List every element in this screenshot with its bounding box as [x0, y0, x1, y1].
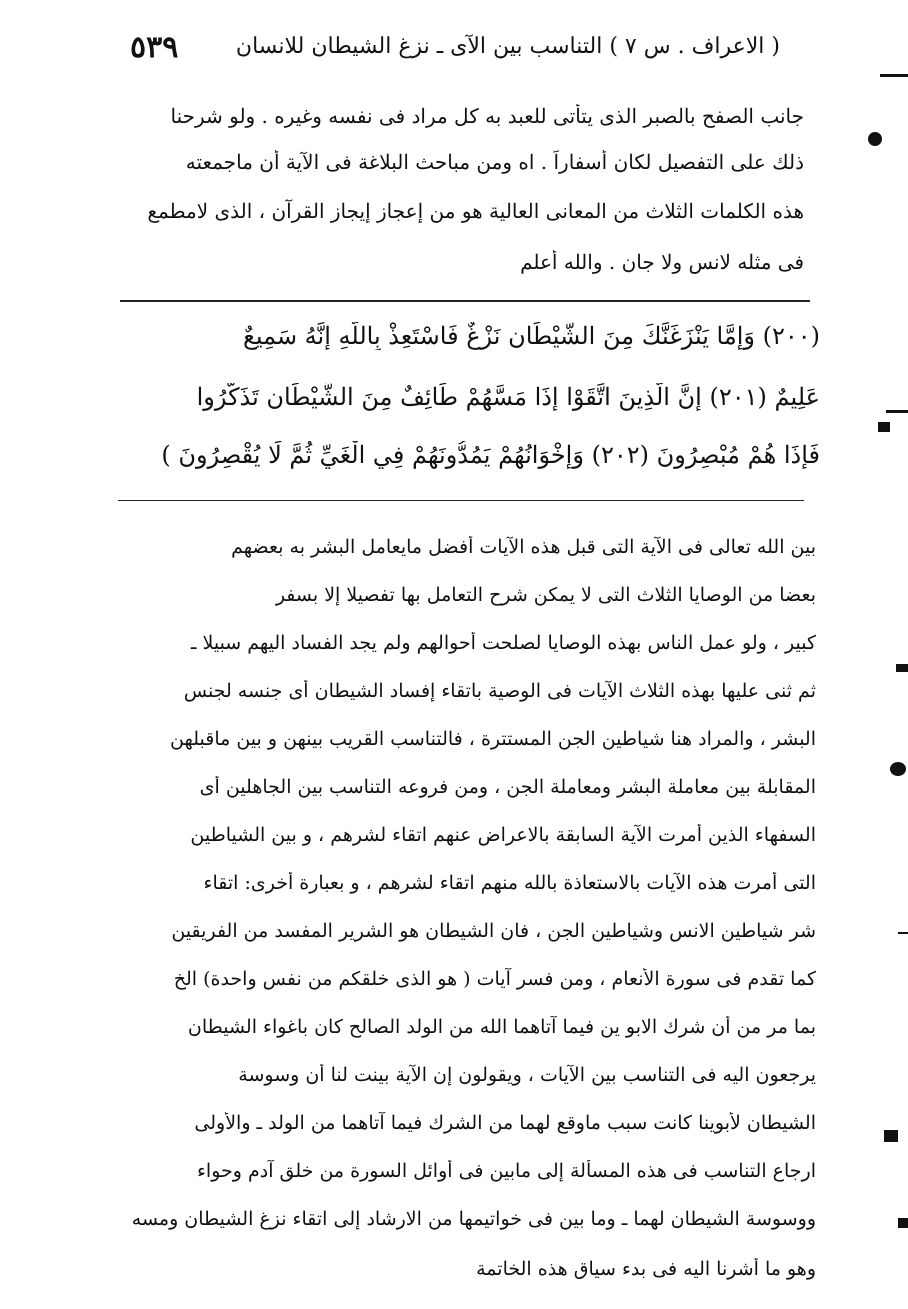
scan-mark	[868, 132, 882, 146]
verse-line: فَإِذَا هُمْ مُبْصِرُونَ (٢٠٢) وَإِخْوَانُهُمْ يَمُدُّونَهُمْ فِي الْغَيِّ ثُمَّ لَا يُقْصِرُونَ )	[161, 441, 820, 469]
scan-mark	[886, 410, 908, 413]
text-line: ثم ثنى عليها بهذه الثلاث الآيات فى الوصية باتقاء إفساد الشيطان أى جنسه لجنس	[183, 680, 816, 702]
text-line: البشر ، والمراد هنا شياطين الجن المستترة ، فالتناسب القريب بينهن و بين ماقبلهن	[170, 728, 816, 750]
text-line: ذلك على التفصيل لكان أسفاراً . اه ومن مباحث البلاغة فى الآية أن ماجمعته	[185, 150, 804, 174]
divider-bottom	[118, 500, 804, 501]
scan-mark	[896, 664, 908, 672]
text-line: كبير ، ولو عمل الناس بهذه الوصايا لصلحت أحوالهم ولم يجد الفساد اليهم سبيلا ـ	[190, 632, 816, 654]
text-line: بين الله تعالى فى الآية التى قبل هذه الآيات أفضل مايعامل البشر به بعضهم	[231, 536, 816, 558]
text-line: فى مثله لانس ولا جان . والله أعلم	[520, 250, 804, 274]
text-line: شر شياطين الانس وشياطين الجن ، فان الشيطان هو الشرير المفسد من الفريقين	[171, 920, 816, 942]
scan-mark	[898, 932, 908, 934]
text-line: يرجعون اليه فى التناسب بين الآيات ، ويقولون إن الآية بينت لنا أن وسوسة	[238, 1064, 816, 1086]
text-line: وهو ما أشرنا اليه فى بدء سياق هذه الخاتمة	[476, 1258, 816, 1280]
text-line: جانب الصفح بالصبر الذى يتأتى للعبد به كل مراد فى نفسه وغيره . ولو شرحنا	[170, 104, 804, 128]
running-title: ( الاعراف . س ٧ ) التناسب بين الآى ـ نزغ الشيطان للانسان	[235, 34, 780, 59]
verse-line: عَلِيمٌ (٢٠١) إِنَّ الَّذِينَ اتَّقَوْا إِذَا مَسَّهُمْ طَائِفٌ مِنَ الشَّيْطَانِ تَذَكَّرُوا	[196, 383, 820, 411]
scan-mark	[890, 762, 906, 776]
text-line: ووسوسة الشيطان لهما ـ وما بين فى خواتيمها من الارشاد إلى اتقاء نزغ الشيطان ومسه	[131, 1208, 816, 1230]
text-line: الشيطان لأبوينا كانت سبب ماوقع لهما من الشرك فيما آتاهما من الولد ـ والأولى	[194, 1112, 816, 1134]
scan-mark	[880, 74, 908, 77]
text-line: كما تقدم فى سورة الأنعام ، ومن فسر آيات ( هو الذى خلقكم من نفس واحدة) الخ	[173, 968, 816, 990]
text-line: بعضا من الوصايا الثلاث التى لا يمكن شرح التعامل بها تفصيلا إلا بسفر	[275, 584, 816, 606]
scan-mark	[884, 1130, 898, 1142]
text-line: السفهاء الذين أمرت الآية السابقة بالاعراض عنهم اتقاء لشرهم ، و بين الشياطين	[190, 824, 816, 846]
text-line: ارجاع التناسب فى هذه المسألة إلى مابين فى أوائل السورة من خلق آدم وحواء	[197, 1160, 816, 1182]
divider-top	[120, 300, 810, 302]
verse-line: (٢٠٠) وَإِمَّا يَنْزَغَنَّكَ مِنَ الشَّيْطَانِ نَزْغٌ فَاسْتَعِذْ بِاللَّهِ إِنَّهُ سَمِيعٌ	[243, 322, 820, 350]
text-line: بما مر من أن شرك الابو ين فيما آتاهما الله من الولد الصالح كان باغواء الشيطان	[187, 1016, 816, 1038]
scan-mark	[898, 1218, 908, 1228]
text-line: المقابلة بين معاملة البشر ومعاملة الجن ، ومن فروعه التناسب بين الجاهلين أى	[199, 776, 816, 798]
scan-mark	[878, 422, 890, 432]
text-line: التى أمرت هذه الآيات بالاستعاذة بالله منهم اتقاء لشرهم ، و بعبارة أخرى: اتقاء	[203, 872, 816, 894]
page-header	[130, 28, 780, 72]
page-number: ٥٣٩	[130, 30, 179, 65]
text-line: هذه الكلمات الثلاث من المعانى العالية هو من إعجاز إيجاز القرآن ، الذى لامطمع	[147, 199, 804, 223]
